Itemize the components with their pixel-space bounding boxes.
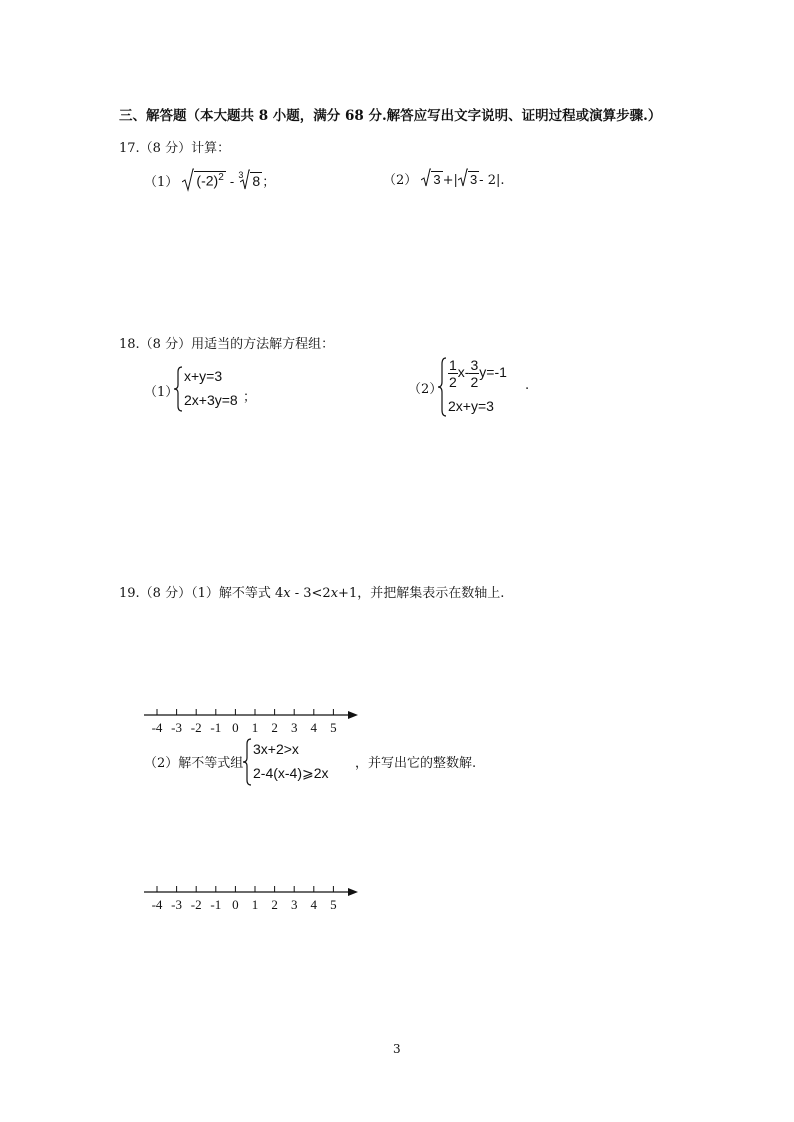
q19-part2-eq2: 2-4(x-4)⩾2x [253,765,329,781]
q19-part2-tail: ，并写出它的整数解. [355,756,477,771]
q18-part1-end: ； [243,390,257,405]
radical-sign-icon [421,168,431,188]
number-line-1-tick-label: -2 [190,720,202,735]
q17-part1-index: 3 [238,170,244,180]
q17-part2 [383,168,504,194]
number-line-2-tick-label: 5 [330,897,337,912]
number-line-2-tick-label: -4 [151,897,163,912]
q18-stem: 18.（8 分）用适当的方法解方程组： [119,337,335,352]
number-line-1-tick-label: 4 [310,720,318,735]
arrow-right-icon [348,888,358,896]
number-line-2-tick-label: -2 [190,897,202,912]
number-line-1-tick-label: 0 [232,720,239,735]
q17-part2-a: 3 [433,172,441,187]
q17-part2-label: （2） [383,173,418,188]
q18-frac2-numerator: 3 [470,357,479,373]
q17-part2-mid: +| [442,173,458,188]
left-brace-icon [437,357,447,417]
q19-stem-a: 19.（8 分）（1）解不等式 4 [119,586,284,601]
radical-sign-icon [458,168,468,188]
q18-part2-label: （2） [408,382,443,397]
number-line-1-tick-label: 5 [330,720,337,735]
q18-part2-y: y=-1 [479,364,507,381]
number-line-2-tick-label: -1 [210,897,222,912]
q17-part1-minus: - [229,174,235,189]
q19-stem-b: - 3<2 [290,586,331,601]
q17-part1-end: ； [262,175,276,190]
radical-sign-icon [182,168,194,192]
q18-part2-end: . [525,378,530,393]
q19-stem [119,582,504,601]
number-line-2-tick-label: 3 [290,897,298,912]
page-number: 3 [393,1042,401,1056]
number-line-1-tick-label: 1 [251,720,259,735]
q17-part2-tail: - 2|. [479,173,505,188]
left-brace-icon [173,366,183,412]
cube-root-sign-icon [240,169,250,191]
number-line-2-tick-label: 4 [310,897,318,912]
number-line-1-tick-label: -3 [171,720,183,735]
q18-part2-eq1 [448,358,507,389]
number-line-1-tick-label: 2 [271,720,278,735]
q19-stem-c: +1，并把解集表示在数轴上. [338,586,505,601]
number-line-1-tick-label: -4 [151,720,163,735]
q19-part2-label: （2）解不等式组 [144,756,244,771]
q17-part1-radicand: 8 [252,173,261,189]
q19-stem-x2: x [330,586,339,601]
arrow-right-icon [348,711,358,719]
q18-part1-label: （1） [144,385,179,400]
number-line-1-tick-label: -1 [210,720,222,735]
q18-frac1-denominator: 2 [449,374,457,390]
q17-part1-inner: (-2) [196,173,219,189]
q18-part2-x: x- [457,364,470,381]
q18-part1-eq2: 2x+3y=8 [184,392,238,408]
q19-stem-x1: x [283,586,291,601]
q18-frac1-numerator: 1 [449,357,457,373]
q17-part1-label: （1） [144,175,179,190]
number-line-2-tick-label: 2 [271,897,278,912]
q17-stem: 17.（8 分）计算： [119,141,231,156]
q18-part2-eq2: 2x+y=3 [448,398,494,414]
q17-part1 [144,168,275,194]
number-line-2-tick-label: 1 [251,897,259,912]
left-brace-icon [242,738,252,786]
q18-part1-eq1: x+y=3 [184,368,223,384]
section-title: 三、解答题（本大题共 8 小题，满分 68 分.解答应写出文字说明、证明过程或演算步骤.） [119,108,662,124]
q19-part2-eq1: 3x+2>x [253,741,299,757]
q17-part2-b: 3 [469,172,478,187]
q18-frac2-denominator: 2 [470,374,479,390]
number-line-1 [140,707,365,741]
number-line-2-tick-label: 0 [232,897,239,912]
number-line-1-tick-label: 3 [290,720,298,735]
number-line-2-tick-label: -3 [171,897,183,912]
q17-part1-exp: 2 [218,172,224,184]
number-line-2 [140,884,365,918]
